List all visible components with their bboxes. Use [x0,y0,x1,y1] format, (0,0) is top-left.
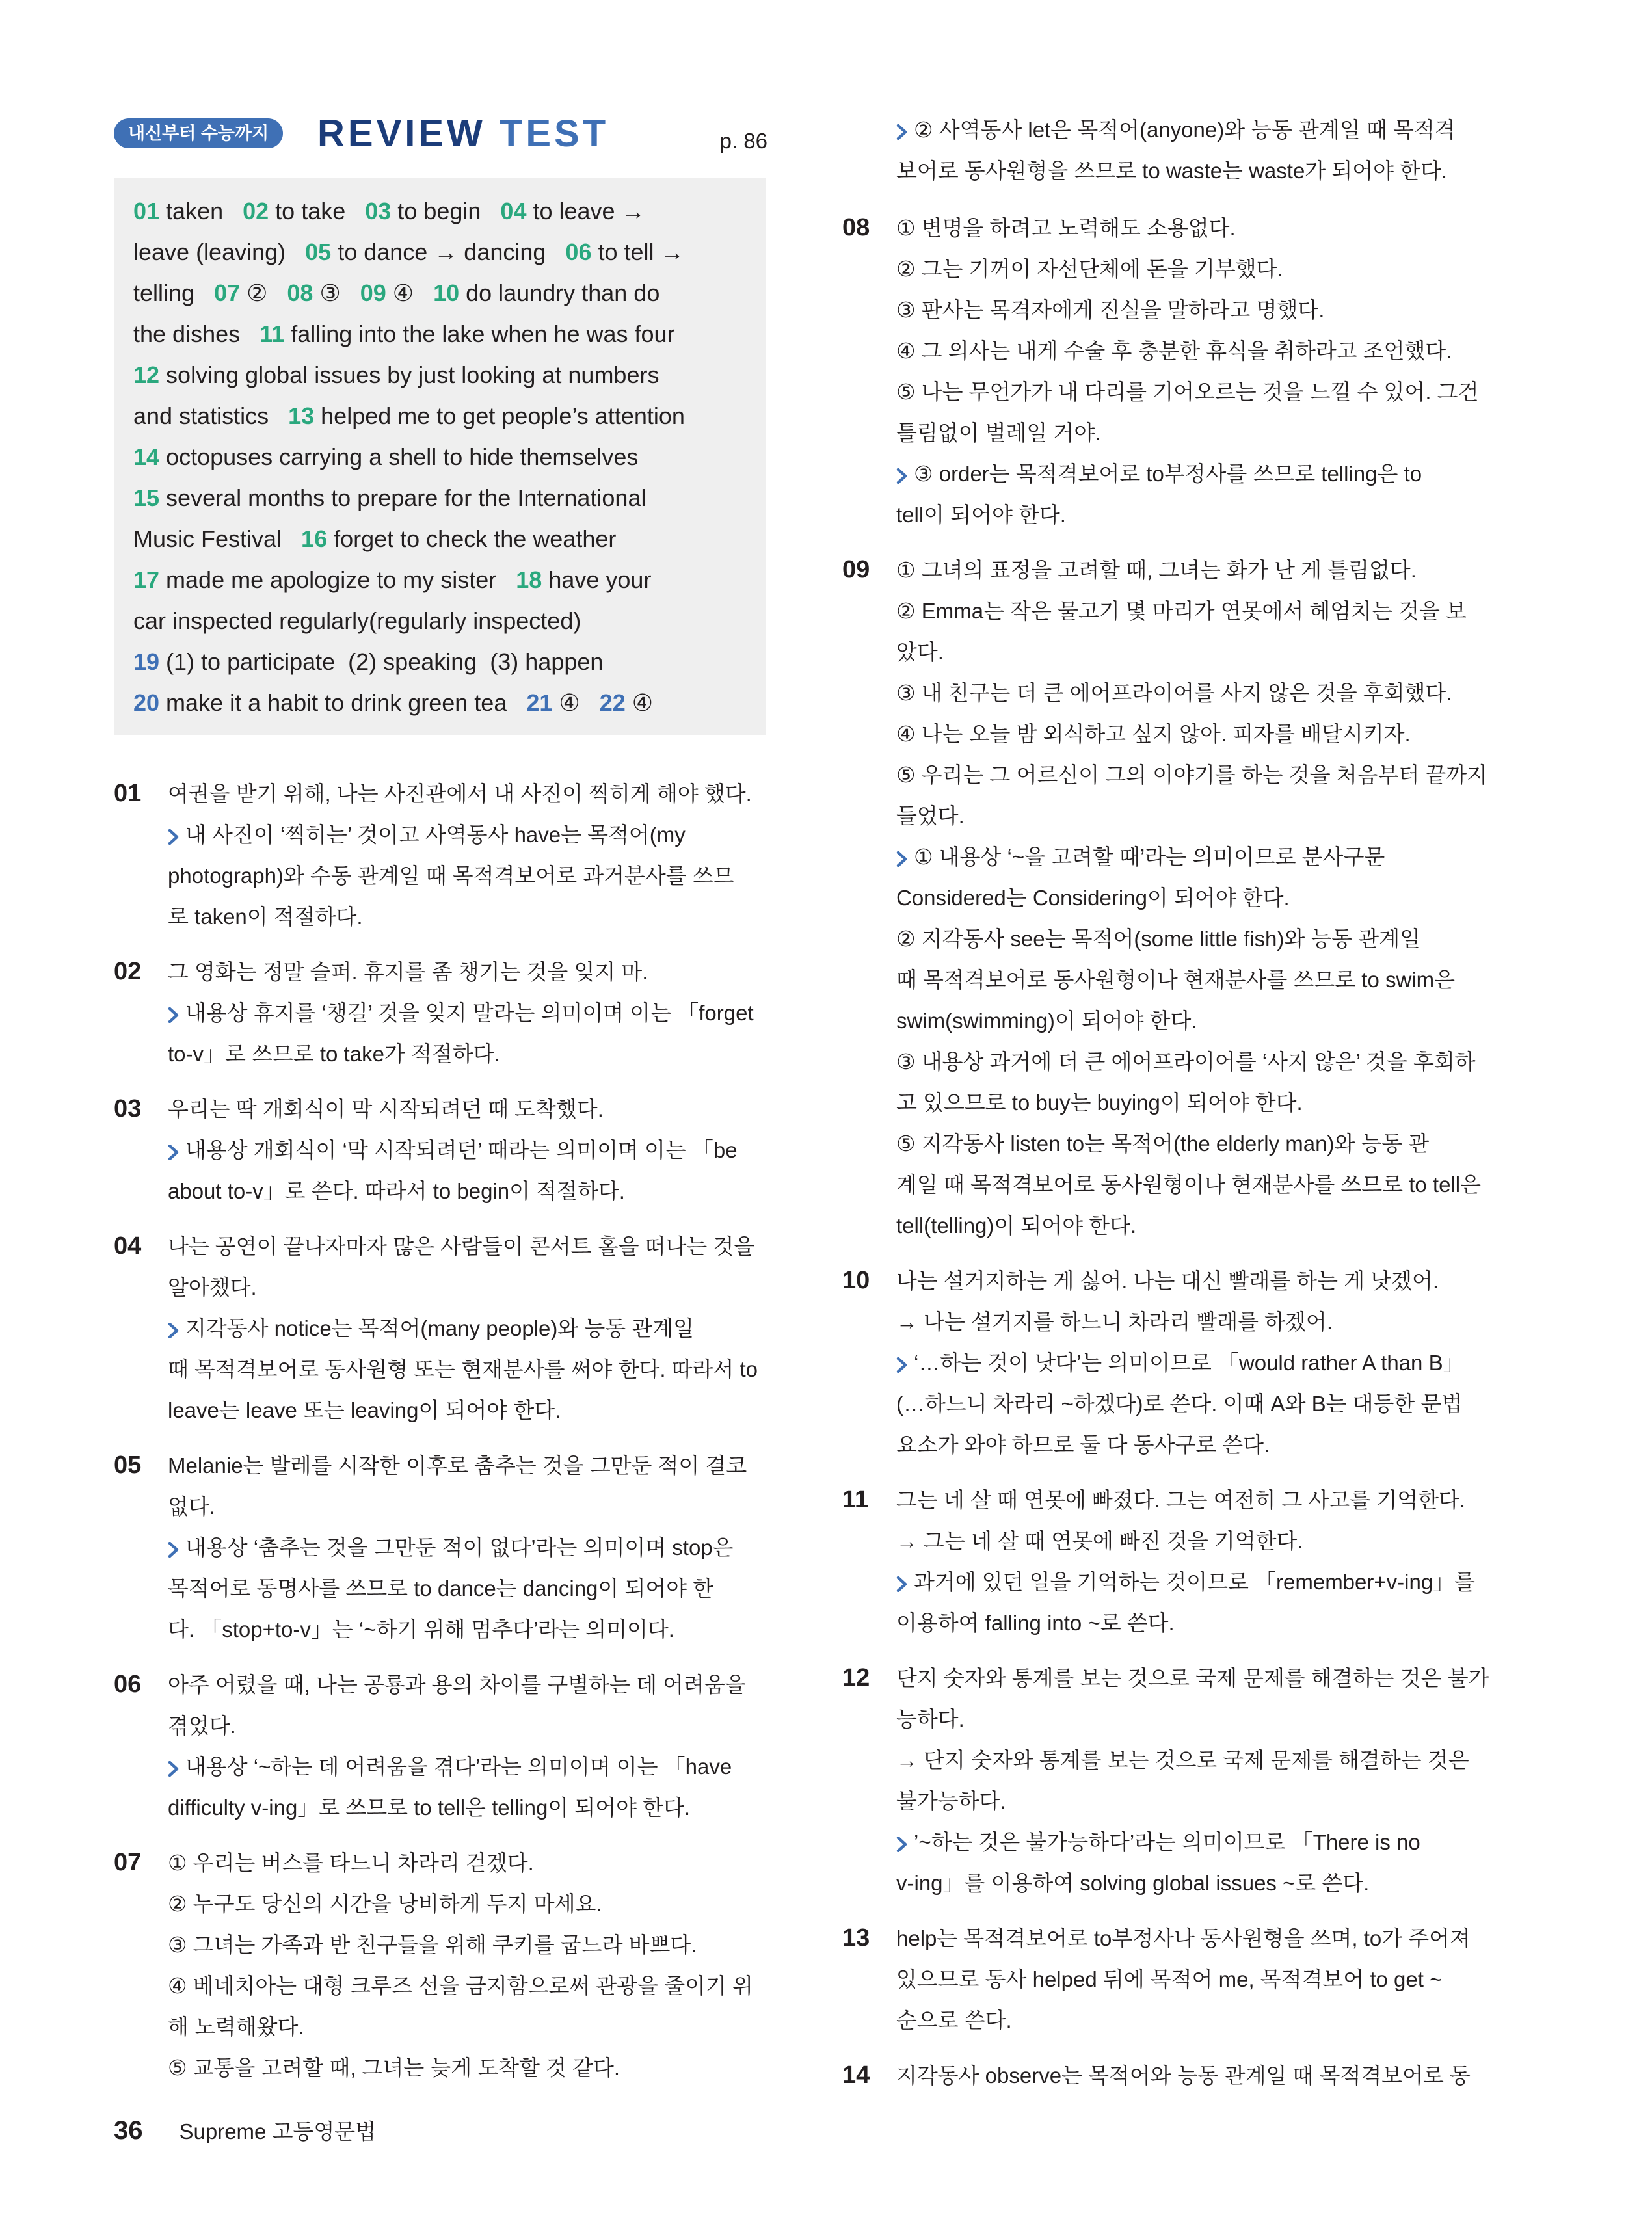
line-text: 있으므로 동사 helped 뒤에 목적어 me, 목적격보어 to get ~ [896,1967,1443,1991]
text-line [896,1658,1496,1699]
line-text: ③ 내 친구는 더 큰 에어프라이어를 사지 않은 것을 후회했다. [896,681,1452,705]
text-line [896,1383,1496,1424]
text-line [896,1041,1496,1082]
answer-text: to take [269,198,366,224]
explanation-line [168,1130,767,1171]
line-text: to-v」로 쓰므로 to take가 적절하다. [168,1042,500,1066]
answer-text: to leave → [526,198,645,224]
chevron-right-icon [168,829,179,843]
answer-text: the dishes [133,321,260,347]
text-line [168,1226,767,1267]
line-text: 단지 숫자와 통계를 보는 것으로 국제 문제를 해결하는 것은 불가 [896,1666,1489,1690]
question-09 [842,550,1496,1246]
review-test-header [114,114,767,166]
text-line [168,1664,767,1705]
line-text: 내용상 개회식이 ‘막 시작되려던’ 때라는 의미이며 이는 「be [185,1138,738,1162]
line-text: 로 taken이 적절하다. [168,905,363,929]
line-text: 내용상 ‘춤추는 것을 그만둔 적이 없다’라는 의미이며 stop은 [185,1535,734,1559]
text-line [896,918,1496,959]
question-number: 02 [114,958,142,985]
line-text: v-ing」를 이용하여 solving global issues ~로 쓴다. [896,1871,1370,1895]
line-text: 때 목적격보어로 동사원형이나 현재분사를 쓰므로 to swim은 [896,968,1456,992]
answer-text: telling [133,280,215,306]
line-text: 그는 네 살 때 연못에 빠졌다. 그는 여전히 그 사고를 기억한다. [896,1488,1466,1512]
chevron-right-icon [168,1323,179,1337]
answer-number: 04 [500,198,527,224]
question-body [896,1479,1496,1643]
answer-text: ④ [552,689,600,716]
text-line [896,207,1496,248]
answer-line [133,600,748,641]
question-number: 04 [114,1232,142,1260]
line-text: 나는 공연이 끝나자마자 많은 사람들이 콘서트 홀을 떠나는 것을 [168,1234,755,1258]
text-line [896,1000,1496,1041]
answer-number: 09 [360,280,386,306]
text-line [896,1164,1496,1205]
text-line [896,371,1496,412]
text-line [168,1445,767,1486]
text-line [896,1082,1496,1123]
answer-number: 03 [365,198,392,224]
text-line [168,1349,767,1390]
answer-text: ④ [625,689,654,716]
text-line [896,494,1496,535]
line-text: ② 누구도 당신의 시간을 낭비하게 두지 마세요. [168,1892,602,1916]
answer-text: forget to check the weather [327,525,617,552]
answer-line [133,518,748,559]
line-text: ③ 판사는 목격자에게 진실을 말하라고 명했다. [896,298,1325,322]
text-line [168,1787,767,1828]
line-text: about to-v」로 쓴다. 따라서 to begin이 적절하다. [168,1179,625,1203]
answer-text: ④ [386,280,434,306]
answer-text: have your [542,566,652,593]
question-07 [114,1842,767,2088]
text-line [896,1479,1496,1520]
question-number: 08 [842,214,870,241]
text-line [896,1959,1496,2000]
answer-line [133,313,748,354]
answer-line [133,559,748,600]
answer-text: Music Festival [133,525,302,552]
line-text: 알아챘다. [168,1275,257,1299]
section-badge: 내신부터 수능까지 [114,118,283,148]
answer-number: 22 [599,689,626,716]
line-text: 았다. [896,640,944,664]
line-text: 요소가 와야 하므로 둘 다 동사구로 쓴다. [896,1433,1270,1457]
text-line [168,1842,767,1883]
question-07-continued [842,109,1496,191]
line-text: 내용상 ‘~하는 데 어려움을 겪다’라는 의미이며 이는 「have [185,1755,732,1779]
page-footer [114,2115,376,2145]
text-line [168,1171,767,1212]
text-line [896,2000,1496,2041]
line-text: tell(telling)이 되어야 한다. [896,1213,1137,1238]
answer-text: leave (leaving) [133,239,306,265]
explanation-line [168,1527,767,1568]
answer-number: 05 [305,239,332,265]
answer-line [133,682,748,723]
line-text: ④ 그 의사는 내게 수술 후 충분한 휴식을 취하라고 조언했다. [896,339,1452,363]
answer-number: 08 [287,280,313,306]
line-text: 해 노력해왔다. [168,2015,304,2039]
line-text: difficulty v-ing」로 쓰므로 to tell은 telling이 되어야 한다. [168,1796,691,1820]
answer-number: 19 [133,648,160,675]
question-body [896,1260,1496,1465]
answer-number: 14 [133,444,160,470]
text-line [896,1123,1496,1164]
text-line [896,289,1496,330]
text-line [168,1609,767,1650]
answer-number: 02 [243,198,269,224]
explanation-line [168,1308,767,1349]
line-text: ② 사역동사 let은 목적어(anyone)와 능동 관계일 때 목적격 [914,118,1456,142]
line-text: ② 지각동사 see는 목적어(some little fish)와 능동 관계일 [896,927,1420,951]
question-number: 07 [114,1849,142,1876]
answer-text: car inspected regularly(regularly inspected) [133,607,581,634]
chevron-right-icon [896,1357,907,1372]
question-body [168,773,767,937]
answer-number: 16 [301,525,328,552]
answer-line [133,641,748,682]
text-line [896,672,1496,713]
page-number: 36 [114,2116,143,2145]
question-14 [842,2055,1496,2096]
question-body [168,951,767,1074]
line-text: ① 내용상 ‘~을 고려할 때’라는 의미이므로 분사구문 [914,845,1385,869]
question-body [168,1089,767,1212]
answer-text: falling into the lake when he was four [284,321,675,347]
answer-number: 13 [288,403,315,429]
line-text: ③ order는 목적격보어로 to부정사를 쓰므로 telling은 to [914,462,1422,486]
answer-text: to tell → [591,239,684,265]
text-line [896,2055,1496,2096]
question-number: 06 [114,1671,142,1698]
line-text: 목적어로 동명사를 쓰므로 to dance는 dancing이 되어야 한 [168,1576,714,1600]
question-body [168,1226,767,1431]
text-line [896,1918,1496,1959]
question-number: 11 [842,1486,869,1513]
answer-text: to begin [391,198,501,224]
answer-number: 06 [565,239,592,265]
answer-line [133,272,748,313]
line-text: ④ 나는 오늘 밤 외식하고 싶지 않아. 피자를 배달시키자. [896,722,1411,746]
line-text: 능하다. [896,1707,965,1731]
title-test: TEST [499,113,609,155]
explanation-line [896,1822,1496,1863]
line-text: ⑤ 우리는 그 어르신이 그의 이야기를 하는 것을 처음부터 끝까지 [896,763,1488,787]
line-text: → 그는 네 살 때 연못에 빠진 것을 기억한다. [896,1529,1303,1553]
answer-line [133,395,748,436]
text-line [896,1863,1496,1903]
text-line [896,1424,1496,1465]
text-line [168,2047,767,2088]
question-number: 13 [842,1924,870,1952]
answer-text: made me apologize to my sister [159,566,516,593]
text-line [896,754,1496,795]
text-line [896,877,1496,918]
line-text: 여권을 받기 위해, 나는 사진관에서 내 사진이 찍히게 해야 했다. [168,782,752,806]
line-text: ③ 내용상 과거에 더 큰 에어프라이어를 ‘사지 않은’ 것을 후회하 [896,1050,1476,1074]
question-body [896,2055,1496,2096]
question-03 [114,1089,767,1212]
question-05 [114,1445,767,1650]
line-text: ‘…하는 것이 낫다’는 의미이므로 「would rather A than B」 [914,1351,1465,1375]
answer-text: solving global issues by just looking at numbers [159,362,659,388]
text-line [168,1568,767,1609]
question-12 [842,1658,1496,1903]
line-text: 다. 「stop+to-v」는 ‘~하기 위해 멈추다’라는 의미이다. [168,1617,674,1641]
text-line [168,773,767,814]
line-text: 그 영화는 정말 슬퍼. 휴지를 좀 챙기는 것을 잊지 마. [168,960,648,984]
line-text: ⑤ 지각동사 listen to는 목적어(the elderly man)와 능동 관 [896,1132,1430,1156]
line-text: Considered는 Considering이 되어야 한다. [896,886,1290,910]
text-line [896,1205,1496,1246]
question-08 [842,207,1496,535]
line-text: ④ 베네치아는 대형 크루즈 선을 금지함으로써 관광을 줄이기 위 [168,1974,753,1998]
text-line [896,1301,1496,1342]
chevron-right-icon [896,851,907,866]
line-text: leave는 leave 또는 leaving이 되어야 한다. [168,1398,561,1422]
text-line [896,1781,1496,1822]
answer-text: helped me to get people’s attention [314,403,685,429]
chevron-right-icon [896,1837,907,1851]
question-number: 14 [842,2062,870,2089]
line-text: 나는 설거지하는 게 싫어. 나는 대신 빨래를 하는 게 낫겠어. [896,1269,1439,1293]
text-line [168,1965,767,2006]
line-text: ② Emma는 작은 물고기 몇 마리가 연못에서 헤엄치는 것을 보 [896,599,1467,623]
explanation-line [896,453,1496,494]
text-line [896,1520,1496,1561]
answer-text: taken [159,198,243,224]
question-number: 05 [114,1452,142,1479]
answer-number: 12 [133,362,160,388]
text-line [896,795,1496,836]
answer-text: several months to prepare for the International [159,484,646,511]
chevron-right-icon [168,1542,179,1556]
question-body [896,550,1496,1246]
answer-line [133,232,748,272]
question-body [896,1918,1496,2041]
text-line [896,959,1496,1000]
answer-text: octopuses carrying a shell to hide themselves [159,444,639,470]
line-text: ③ 그녀는 가족과 반 친구들을 위해 쿠키를 굽느라 바쁘다. [168,1933,697,1957]
chevron-right-icon [168,1145,179,1159]
answer-line [133,354,748,395]
chevron-right-icon [896,1576,907,1591]
chevron-right-icon [896,124,907,139]
text-line [896,631,1496,672]
question-body [168,1445,767,1650]
text-line [896,1740,1496,1781]
explanation-line [896,1342,1496,1383]
question-number: 03 [114,1095,142,1122]
line-text: ’~하는 것은 불가능하다’라는 의미이므로 「There is no [914,1830,1420,1854]
line-text: 틀림없이 벌레일 거야. [896,421,1101,445]
text-line [896,1699,1496,1740]
line-text: ① 우리는 버스를 타느니 차라리 걷겠다. [168,1851,534,1875]
answer-text: and statistics [133,403,289,429]
question-number: 10 [842,1267,870,1294]
explanation-line [168,814,767,855]
answer-number: 15 [133,484,160,511]
answer-number: 07 [214,280,241,306]
line-text: 없다. [168,1494,215,1518]
title-review: REVIEW [317,113,486,155]
answer-number: 20 [133,689,160,716]
line-text: photograph)와 수동 관계일 때 목적격보어로 과거분사를 쓰므 [168,864,734,888]
line-text: 지각동사 notice는 목적어(many people)와 능동 관계일 [185,1316,694,1340]
answer-number: 17 [133,566,160,593]
text-line [896,590,1496,631]
line-text: 겪었다. [168,1714,236,1738]
text-line [896,713,1496,754]
text-line [168,951,767,992]
answer-number: 10 [433,280,460,306]
line-text: ⑤ 교통을 고려할 때, 그녀는 늦게 도착할 것 같다. [168,2056,620,2080]
text-line [168,1089,767,1130]
line-text: ① 변명을 하려고 노력해도 소용없다. [896,216,1236,240]
line-text: 고 있으므로 to buy는 buying이 되어야 한다. [896,1091,1303,1115]
explanation-line [168,1746,767,1787]
question-13 [842,1918,1496,2041]
text-line [896,550,1496,590]
text-line [896,1260,1496,1301]
answer-text: make it a habit to drink green tea [159,689,527,716]
answer-line [133,436,748,477]
answer-key-box [114,178,766,735]
chevron-right-icon [168,1761,179,1775]
text-line [168,896,767,937]
text-line [896,150,1496,191]
answer-number: 11 [260,321,285,347]
chevron-right-icon [168,1007,179,1022]
question-number: 01 [114,780,142,807]
answer-text: ② [240,280,287,306]
text-line [896,330,1496,371]
question-06 [114,1664,767,1828]
line-text: help는 목적격보어로 to부정사나 동사원형을 쓰며, to가 주어져 [896,1926,1471,1950]
text-line [896,412,1496,453]
question-body [896,207,1496,535]
question-02 [114,951,767,1074]
line-text: 계일 때 목적격보어로 동사원형이나 현재분사를 쓰므로 to tell은 [896,1173,1481,1197]
line-text: 지각동사 observe는 목적어와 능동 관계일 때 목적격보어로 동 [896,2063,1471,2088]
line-text: ① 그녀의 표정을 고려할 때, 그녀는 화가 난 게 틀림없다. [896,558,1417,582]
line-text: 내용상 휴지를 ‘챙길’ 것을 잊지 말라는 의미이며 이는 「forget [185,1001,754,1025]
line-text: 이용하여 falling into ~로 쓴다. [896,1611,1175,1635]
answer-number: 01 [133,198,160,224]
line-text: 들었다. [896,804,965,828]
line-text: 보어로 동사원형을 쓰므로 to waste는 waste가 되어야 한다. [896,159,1448,183]
question-01 [114,773,767,937]
explanation-line [168,992,767,1033]
chevron-right-icon [896,468,907,483]
line-text: 아주 어렸을 때, 나는 공룡과 용의 차이를 구별하는 데 어려움을 [168,1673,746,1697]
explanation-line [896,109,1496,150]
question-04 [114,1226,767,1431]
answer-text: do laundry than do [459,280,660,306]
question-11 [842,1479,1496,1643]
answer-line [133,191,748,232]
question-body [896,109,1496,191]
text-line [168,1705,767,1746]
book-title: Supreme 고등영문법 [179,2119,376,2143]
answer-text: to dance → dancing [331,239,566,265]
question-body [168,1842,767,2088]
line-text: ② 그는 기꺼이 자선단체에 돈을 기부했다. [896,257,1283,281]
text-line [896,248,1496,289]
text-line [168,1924,767,1965]
line-text: 불가능하다. [896,1789,1006,1813]
line-text: → 나는 설거지를 하느니 차라리 빨래를 하겠어. [896,1310,1333,1334]
line-text: 과거에 있던 일을 기억하는 것이므로 「remember+v-ing」를 [914,1570,1476,1594]
text-line [168,1486,767,1527]
explanation-line [896,1561,1496,1602]
section-title [317,113,609,155]
answer-number: 18 [516,566,542,593]
text-line [168,855,767,896]
answer-line [133,477,748,518]
line-text: 때 목적격보어로 동사원형 또는 현재분사를 써야 한다. 따라서 to [168,1357,758,1381]
line-text: Melanie는 발레를 시작한 이후로 춤추는 것을 그만둔 적이 결코 [168,1453,747,1478]
text-line [168,2006,767,2047]
answer-text: (1) to participate (2) speaking (3) happen [159,648,604,675]
line-text: 순으로 쓴다. [896,2008,1012,2032]
line-text: 내 사진이 ‘찍히는’ 것이고 사역동사 have는 목적어(my [185,823,686,847]
text-line [168,1390,767,1431]
page-reference: p. 86 [719,129,767,153]
answer-number: 21 [526,689,553,716]
text-line [168,1033,767,1074]
question-body [168,1664,767,1828]
line-text: swim(swimming)이 되어야 한다. [896,1009,1197,1033]
text-line [896,1602,1496,1643]
text-line [168,1883,767,1924]
question-body [896,1658,1496,1903]
line-text: 우리는 딱 개회식이 막 시작되려던 때 도착했다. [168,1097,604,1121]
explanation-line [896,836,1496,877]
question-10 [842,1260,1496,1465]
line-text: tell이 되어야 한다. [896,503,1066,527]
question-number: 12 [842,1664,870,1691]
answer-text: ③ [313,280,360,306]
question-number: 09 [842,556,870,583]
line-text: → 단지 숫자와 통계를 보는 것으로 국제 문제를 해결하는 것은 [896,1748,1469,1772]
text-line [168,1267,767,1308]
line-text: (…하느니 차라리 ~하겠다)로 쓴다. 이때 A와 B는 대등한 문법 [896,1392,1463,1416]
line-text: ⑤ 나는 무언가가 내 다리를 기어오르는 것을 느낄 수 있어. 그건 [896,380,1479,404]
